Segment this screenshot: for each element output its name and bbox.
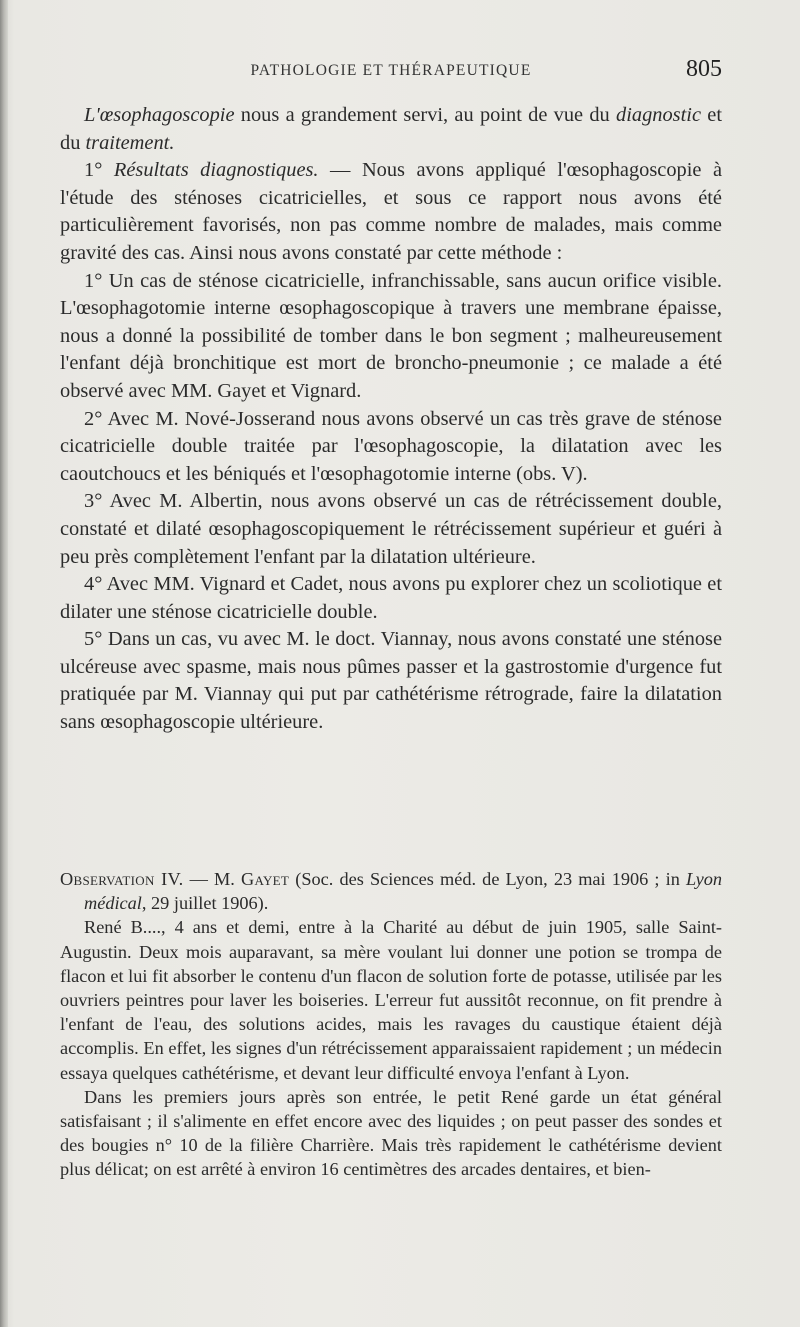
observation-heading: Observation IV. — M. Gayet (Soc. des Sciences méd. de Lyon, 23 mai 1906 ; in Lyon médical, 29 juillet 1906). <box>60 869 722 914</box>
main-text <box>60 102 722 737</box>
case-item-4: 4° Avec MM. Vignard et Cadet, nous avons pu explorer chez un scoliotique et dilater une sténose cicatricielle double. <box>60 573 722 623</box>
observation-author: Gayet <box>240 869 290 889</box>
page-number: 805 <box>686 56 722 82</box>
section-title: Résultats diagnostiques. <box>113 159 319 182</box>
book-spine-shadow <box>0 0 8 1327</box>
observation-block <box>60 867 722 1182</box>
term-oesophagoscopy: L'œsophagoscopie <box>84 104 235 126</box>
page-header <box>60 56 722 88</box>
section-diagnostic-results: 1° Résultats diagnostiques. — Nous avons appliqué l'œsophagoscopie à l'étude des sténoses cicatricielles, et sous ce rapport nous avons été particulièrement favorisés, non pas comme nombre de malades, mais comme gravité des cas. Ainsi nous avons constaté par cette méthode : <box>60 159 722 264</box>
case-item-5: 5° Dans un cas, vu avec M. le doct. Viannay, nous avons constaté une sténose ulcéreuse avec spasme, mais nous pûmes passer et la gastrostomie d'urgence fut pratiquée par M. Viannay qui put par cathétérisme rétrograde, faire la dilatation sans œsophagoscopie ultérieure. <box>60 628 722 734</box>
intro-paragraph: L'œsophagoscopie nous a grandement servi, au point de vue du diagnostic et du traitement. <box>60 104 722 154</box>
journal-title: Lyon médical <box>84 869 722 914</box>
observation-paragraph-1: René B...., 4 ans et demi, entre à la Charité au début de juin 1905, salle Saint-Augustin. Deux mois auparavant, sa mère voulant lui donner une potion se trompa de flacon et lui fit absorber le contenu d'un flacon de solution forte de potasse, utilisée par les ouvriers peintres pour laver les boiseries. L'erreur fut aussitôt reconnue, on fit prendre à l'enfant de l'eau, des solutions acides, mais les ravages du caustique étaient déjà accomplis. En effet, les signes d'un rétrécissement apparaissaient rapidement ; un médecin essaya quelques cathétérisme, et devant leur difficulté envoya l'enfant à Lyon. <box>60 917 722 1083</box>
case-item-1: 1° Un cas de sténose cicatricielle, infranchissable, sans aucun orifice visible. L'œsophagotomie interne œsophagoscopique à travers une membrane épaisse, nous a donné la possibilité de tomber dans le bon segment ; malheureusement l'enfant déjà bronchitique est mort de broncho-pneumonie ; ce malade a été observé avec MM. Gayet et Vignard. <box>60 269 722 402</box>
observation-paragraph-2: Dans les premiers jours après son entrée, le petit René garde un état général satisfaisant ; il s'alimente en effet encore avec des liquides ; on peut passer des sondes et des bougies n° 10 de la filière Charrière. Mais très rapidement le cathétérisme devient plus délicat; on est arrêté à environ 16 centimètres des arcades dentaires, et bien- <box>60 1086 722 1180</box>
running-title: PATHOLOGIE ET THÉRAPEUTIQUE <box>250 62 532 79</box>
case-item-3: 3° Avec M. Albertin, nous avons observé un cas de rétrécissement double, constaté et dilaté œsophagoscopiquement le rétrécissement supérieur et guéri à peu près complètement l'enfant par la dilatation ultérieure. <box>60 490 722 568</box>
observation-label: Observation IV. <box>60 869 184 889</box>
case-item-2: 2° Avec M. Nové-Josserand nous avons observé un cas très grave de sténose cicatricielle double traitée par l'œsophagoscopie, la dilatation avec les caoutchoucs et les béniqués et l'œsophagotomie interne (obs. V). <box>60 407 722 485</box>
